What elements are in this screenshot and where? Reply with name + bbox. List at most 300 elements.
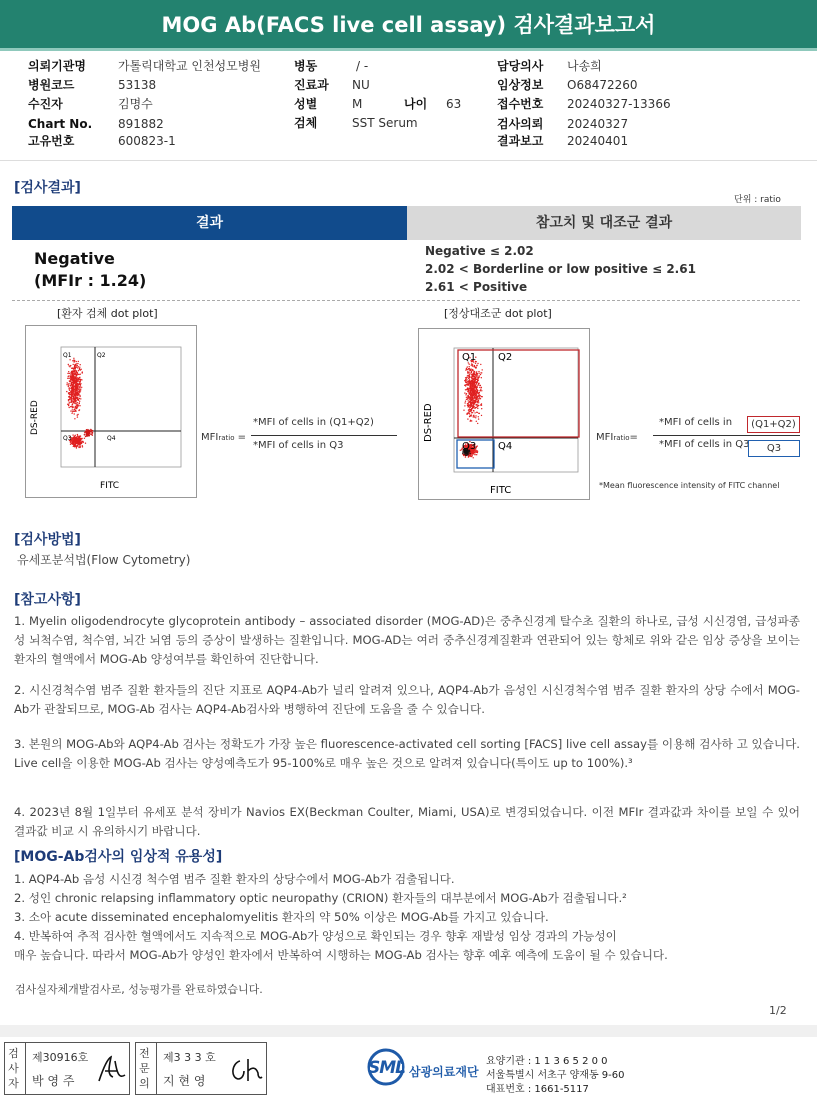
dot — [466, 377, 467, 378]
info-value: SST Serum — [352, 116, 418, 130]
dot — [77, 365, 78, 366]
dot — [475, 385, 476, 386]
dot — [66, 384, 67, 385]
dot — [469, 413, 470, 414]
dot — [67, 382, 68, 383]
clinical-item: 4. 반복하여 추적 검사한 혈액에서도 지속적으로 MOG-Ab가 양성으로 확인되는 경우 향후 재발성 임상 경과의 가능성이 — [14, 929, 617, 943]
dot — [71, 368, 72, 369]
dot — [90, 430, 91, 431]
dot — [477, 381, 478, 382]
dot — [481, 390, 482, 391]
dot — [75, 373, 76, 374]
dot — [76, 447, 77, 448]
dot — [69, 366, 70, 367]
dot — [476, 392, 477, 393]
dot — [71, 384, 72, 385]
dot — [479, 413, 480, 414]
dot — [477, 363, 478, 364]
dot — [478, 383, 479, 384]
dot — [79, 392, 80, 393]
dot — [467, 389, 468, 390]
dot — [471, 385, 472, 386]
note-paragraph: 2. 시신경척수염 범주 질환 환자들의 진단 지표로 AQP4-Ab가 널리 알려져 있으나, AQP4-Ab가 음성인 시신경척수염 범주 질환 환자의 상당 수에서 MOG-Ab가 관찰되므로, MOG-Ab 검사는 AQP4-Ab검사와 병행하여 진단에 도움을 줄 수 있습니다. — [14, 683, 800, 716]
dot — [474, 416, 475, 417]
control-plot-title: [정상대조군 dot plot] — [444, 307, 552, 320]
dot — [465, 456, 466, 457]
dot — [71, 400, 72, 401]
info-label: 담당의사 — [497, 59, 544, 73]
dot — [465, 382, 466, 383]
title-underline — [0, 48, 817, 51]
specialist-box — [135, 1042, 267, 1095]
info-label: Chart No. — [28, 117, 93, 131]
dot — [478, 384, 479, 385]
dot — [477, 412, 478, 413]
info-label: 수진자 — [28, 97, 63, 111]
dot — [76, 361, 77, 362]
dot — [464, 453, 465, 454]
dot — [72, 375, 73, 376]
reference-line: 2.61 < Positive — [425, 280, 528, 294]
dot — [470, 401, 471, 402]
dot — [469, 364, 470, 365]
dot — [79, 387, 80, 388]
dot — [85, 443, 86, 444]
dot — [69, 399, 70, 400]
dot — [77, 387, 78, 388]
dot — [88, 430, 89, 431]
dot — [69, 407, 70, 408]
dot — [474, 390, 475, 391]
quadrant-label: Q2 — [97, 352, 106, 359]
dot — [72, 409, 73, 410]
dot — [74, 443, 75, 444]
dot — [470, 403, 471, 404]
dot — [468, 378, 469, 379]
dot — [475, 395, 476, 396]
dot — [76, 385, 77, 386]
dot — [70, 394, 71, 395]
info-separator — [0, 160, 817, 161]
dot — [68, 393, 69, 394]
dot — [471, 408, 472, 409]
notes-section-title: [참고사항] — [14, 592, 81, 608]
dot — [78, 447, 79, 448]
mfi-numerator: *MFI of cells in (Q1+Q2) — [253, 417, 374, 428]
dot — [471, 390, 472, 391]
dot — [468, 404, 469, 405]
dot — [470, 391, 471, 392]
report-title: MOG Ab(FACS live cell assay) 검사결과보고서 — [0, 0, 817, 48]
dot — [76, 446, 77, 447]
dot — [76, 379, 77, 380]
dot — [75, 376, 76, 377]
dot — [73, 370, 74, 371]
dot — [467, 413, 468, 414]
dot — [68, 388, 69, 389]
dot — [467, 403, 468, 404]
dot — [84, 438, 85, 439]
quadrant-label: Q2 — [498, 352, 513, 363]
dot — [473, 416, 474, 417]
dot — [77, 380, 78, 381]
quadrant-label: Q1 — [63, 352, 72, 359]
dot — [72, 395, 73, 396]
dot — [70, 373, 71, 374]
dot — [466, 368, 467, 369]
dot — [76, 437, 77, 438]
dot — [79, 405, 80, 406]
dot — [469, 401, 470, 402]
dot — [475, 415, 476, 416]
dot — [77, 440, 78, 441]
dot — [470, 387, 471, 388]
dot — [76, 394, 77, 395]
phone: 대표번호 : 1661-5117 — [486, 1084, 589, 1095]
dot — [77, 439, 78, 440]
dot — [74, 413, 75, 414]
dot — [473, 391, 474, 392]
mfi-text: MFI — [596, 432, 614, 443]
patient-plot-title: [환자 검체 dot plot] — [57, 307, 158, 320]
dot — [473, 376, 474, 377]
dot — [477, 423, 478, 424]
dot — [75, 391, 76, 392]
dot — [474, 408, 475, 409]
page-number: 1/2 — [769, 1004, 787, 1017]
dot — [469, 394, 470, 395]
info-label: 고유번호 — [28, 134, 75, 148]
dot — [471, 371, 472, 372]
dot — [472, 384, 473, 385]
dot — [72, 373, 73, 374]
info-value: 20240327-13366 — [567, 97, 671, 111]
dot — [468, 391, 469, 392]
dot — [73, 442, 74, 443]
info-value: 20240401 — [567, 134, 629, 148]
dot — [473, 395, 474, 396]
dot — [73, 445, 74, 446]
info-value: 600823-1 — [118, 134, 176, 148]
dot — [77, 406, 78, 407]
dot — [469, 376, 470, 377]
dot — [78, 370, 79, 371]
dot — [476, 372, 477, 373]
dot — [89, 432, 90, 433]
result-separator — [12, 300, 800, 301]
dot — [470, 405, 471, 406]
patient-dot-plot — [25, 325, 197, 498]
closing-note: 검사실자체개발검사로, 성능평가를 완료하였습니다. — [15, 983, 263, 996]
dot — [77, 414, 78, 415]
dot — [70, 390, 71, 391]
dot — [476, 365, 477, 366]
specialist-label: 전문의 — [139, 1047, 150, 1090]
dot — [80, 398, 81, 399]
info-value: NU — [352, 78, 370, 92]
dot — [90, 434, 91, 435]
mfi-equals: = — [237, 432, 247, 443]
dot — [476, 407, 477, 408]
dot — [479, 375, 480, 376]
dot — [78, 444, 79, 445]
sml-logo-text: SML — [368, 1058, 405, 1078]
dot — [73, 396, 74, 397]
note-paragraph: 1. Myelin oligodendrocyte glycoprotein antibody – associated disorder (MOG-AD)은 중추신경계 탈수초 질환의 하나로, 급성 시신경염, 급성파종성 뇌척수염, 척수염, 뇌간 뇌염 등의 증상이 발생하는 질환입니다. MOG-AD는 여러 중추신경계질환과 연관되어 있는 항체로 위와 같은 임상 증상을 보이는 환자의 혈액에서 MOG-Ab 양성여부를 확인하여 진단합니다. — [14, 614, 800, 666]
dot — [68, 386, 69, 387]
dot — [468, 381, 469, 382]
dot — [476, 397, 477, 398]
dot — [467, 399, 468, 400]
dot — [480, 389, 481, 390]
dot — [478, 400, 479, 401]
dot — [80, 381, 81, 382]
examiner-signature — [95, 1051, 129, 1089]
info-value: 20240327 — [567, 117, 629, 131]
dot — [74, 436, 75, 437]
dot — [71, 402, 72, 403]
dot — [77, 435, 78, 436]
info-label: 성별 — [294, 97, 318, 111]
dot — [87, 429, 88, 430]
dot — [464, 405, 465, 406]
dot — [468, 453, 469, 454]
dot — [77, 445, 78, 446]
dot — [73, 382, 74, 383]
dot — [79, 377, 80, 378]
mfi-denominator: *MFI of cells in Q3 — [253, 440, 344, 451]
dot — [76, 392, 77, 393]
dot — [77, 416, 78, 417]
dot — [72, 400, 73, 401]
dot — [467, 418, 468, 419]
dot — [478, 416, 479, 417]
dot — [78, 400, 79, 401]
box-divider — [25, 1043, 26, 1094]
dot — [69, 359, 70, 360]
dot — [467, 371, 468, 372]
dot — [478, 396, 479, 397]
result-section-title: [검사결과] — [14, 180, 81, 196]
dot — [76, 374, 77, 375]
dot — [76, 366, 77, 367]
dot — [71, 378, 72, 379]
dot — [77, 372, 78, 373]
dot — [468, 402, 469, 403]
dot — [74, 418, 75, 419]
org-name: 삼광의료재단 — [409, 1065, 479, 1079]
info-value: 891882 — [118, 117, 164, 131]
dot — [465, 454, 466, 455]
dot — [78, 439, 79, 440]
dot — [68, 371, 69, 372]
dot — [477, 378, 478, 379]
dot — [469, 388, 470, 389]
dot — [78, 394, 79, 395]
dot — [75, 403, 76, 404]
dot — [470, 407, 471, 408]
dot — [479, 387, 480, 388]
dot — [72, 434, 73, 435]
dot — [72, 439, 73, 440]
dot — [478, 393, 479, 394]
dot — [481, 415, 482, 416]
dot — [476, 383, 477, 384]
dot — [469, 373, 470, 374]
dot — [472, 401, 473, 402]
dot — [476, 421, 477, 422]
dot — [75, 395, 76, 396]
unit-label: 단위 : ratio — [734, 195, 781, 205]
mfi-label — [201, 432, 246, 443]
dot — [80, 379, 81, 380]
info-label: 진료과 — [294, 78, 329, 92]
dot — [465, 389, 466, 390]
result-header: 결과 — [12, 206, 407, 240]
dot — [79, 403, 80, 404]
dot — [77, 395, 78, 396]
reference-header: 참고치 및 대조군 결과 — [407, 206, 801, 240]
dot — [480, 364, 481, 365]
info-label: 의뢰기관명 — [28, 59, 86, 73]
dot — [472, 369, 473, 370]
info-value: 나송희 — [567, 59, 602, 73]
dot — [466, 382, 467, 383]
dot — [477, 390, 478, 391]
specialist-signature — [226, 1053, 264, 1087]
dot — [471, 420, 472, 421]
dot — [476, 376, 477, 377]
clinical-item: 매우 높습니다. 따라서 MOG-Ab가 양성인 환자에서 반복하여 시행하는 MOG-Ab 검사는 향후 예후 예측에 도움이 될 수 있습니다. — [14, 948, 668, 962]
dot — [79, 436, 80, 437]
dot — [474, 454, 475, 455]
info-value: 가톨릭대학교 인천성모병원 — [118, 59, 261, 73]
note-paragraph: 3. 본원의 MOG-Ab와 AQP4-Ab 검사는 정확도가 가장 높은 fluorescence-activated cell sorting [FACS] live cell assay를 이용해 검사하 고 있습니다. Live cell을 이용한 MOG-Ab 검사는 양성예측도가 95-100%로 매우 높은 것으로 알려져 있습니다(특이도 up to 100%).³ — [14, 737, 800, 770]
dot — [78, 410, 79, 411]
info-value: 김명수 — [118, 97, 153, 111]
dot — [74, 367, 75, 368]
dot — [79, 396, 80, 397]
result-line2: (MFIr : 1.24) — [34, 271, 147, 290]
dot — [468, 375, 469, 376]
mfi-subscript: ratio — [613, 434, 630, 442]
dot — [73, 364, 74, 365]
dot — [74, 438, 75, 439]
dot — [68, 364, 69, 365]
dot — [465, 394, 466, 395]
dot — [471, 404, 472, 405]
dot — [92, 434, 93, 435]
dot — [73, 359, 74, 360]
fraction-line — [653, 435, 800, 436]
dot — [73, 385, 74, 386]
reference-line: Negative ≤ 2.02 — [425, 244, 534, 258]
dot — [82, 371, 83, 372]
age-label: 나이 — [404, 97, 428, 111]
clinical-item: 2. 성인 chronic relapsing inflammatory optic neuropathy (CRION) 환자들의 대부분에서 MOG-Ab가 검출됩니다.² — [14, 891, 627, 905]
dot — [464, 392, 465, 393]
dot — [78, 361, 79, 362]
dot — [77, 397, 78, 398]
clinical-item: 1. AQP4-Ab 음성 시신경 척수염 범주 질환 환자의 상당수에서 MOG-Ab가 검출됩니다. — [14, 872, 455, 886]
dot — [69, 396, 70, 397]
dot — [473, 415, 474, 416]
dot — [481, 387, 482, 388]
dot — [70, 410, 71, 411]
dot — [477, 408, 478, 409]
method-text: 유세포분석법(Flow Cytometry) — [17, 553, 191, 567]
dot — [481, 377, 482, 378]
dot — [73, 388, 74, 389]
dot — [466, 397, 467, 398]
dot — [470, 398, 471, 399]
dot — [68, 404, 69, 405]
dot — [464, 380, 465, 381]
dot — [74, 365, 75, 366]
dot — [471, 387, 472, 388]
examiner-label: 검사자 — [8, 1047, 19, 1090]
dot — [471, 363, 472, 364]
dot — [477, 380, 478, 381]
dot — [470, 421, 471, 422]
dot — [468, 409, 469, 410]
dot — [75, 435, 76, 436]
dot — [68, 402, 69, 403]
dot — [478, 405, 479, 406]
dot — [476, 394, 477, 395]
dot — [478, 373, 479, 374]
dot — [476, 454, 477, 455]
dot — [469, 368, 470, 369]
dot — [475, 402, 476, 403]
dot — [68, 384, 69, 385]
dot — [475, 417, 476, 418]
dot — [75, 407, 76, 408]
dot — [71, 382, 72, 383]
dot — [473, 392, 474, 393]
dot — [80, 446, 81, 447]
dot — [68, 378, 69, 379]
dot — [467, 366, 468, 367]
dot — [79, 367, 80, 368]
dot — [465, 377, 466, 378]
specialist-license: 제3 3 3 호 — [163, 1051, 216, 1064]
dot — [477, 386, 478, 387]
dot — [468, 371, 469, 372]
dot — [77, 363, 78, 364]
clinical-item: 3. 소아 acute disseminated encephalomyelitis 환자의 약 50% 이상은 MOG-Ab를 가지고 있습니다. — [14, 910, 549, 924]
dot — [70, 388, 71, 389]
method-section-title: [검사방법] — [14, 532, 81, 548]
dot — [75, 441, 76, 442]
examiner-license: 제30916호 — [32, 1051, 89, 1064]
dot — [73, 358, 74, 359]
dot — [470, 389, 471, 390]
dot — [72, 393, 73, 394]
dot — [466, 452, 467, 453]
dot — [469, 416, 470, 417]
dot — [67, 378, 68, 379]
dot — [84, 434, 85, 435]
mfi-denominator: *MFI of cells in Q3 — [659, 439, 750, 450]
dot — [77, 378, 78, 379]
dot — [80, 364, 81, 365]
dot — [471, 456, 472, 457]
dot — [480, 398, 481, 399]
dot — [473, 457, 474, 458]
dot — [474, 412, 475, 413]
dot — [73, 437, 74, 438]
